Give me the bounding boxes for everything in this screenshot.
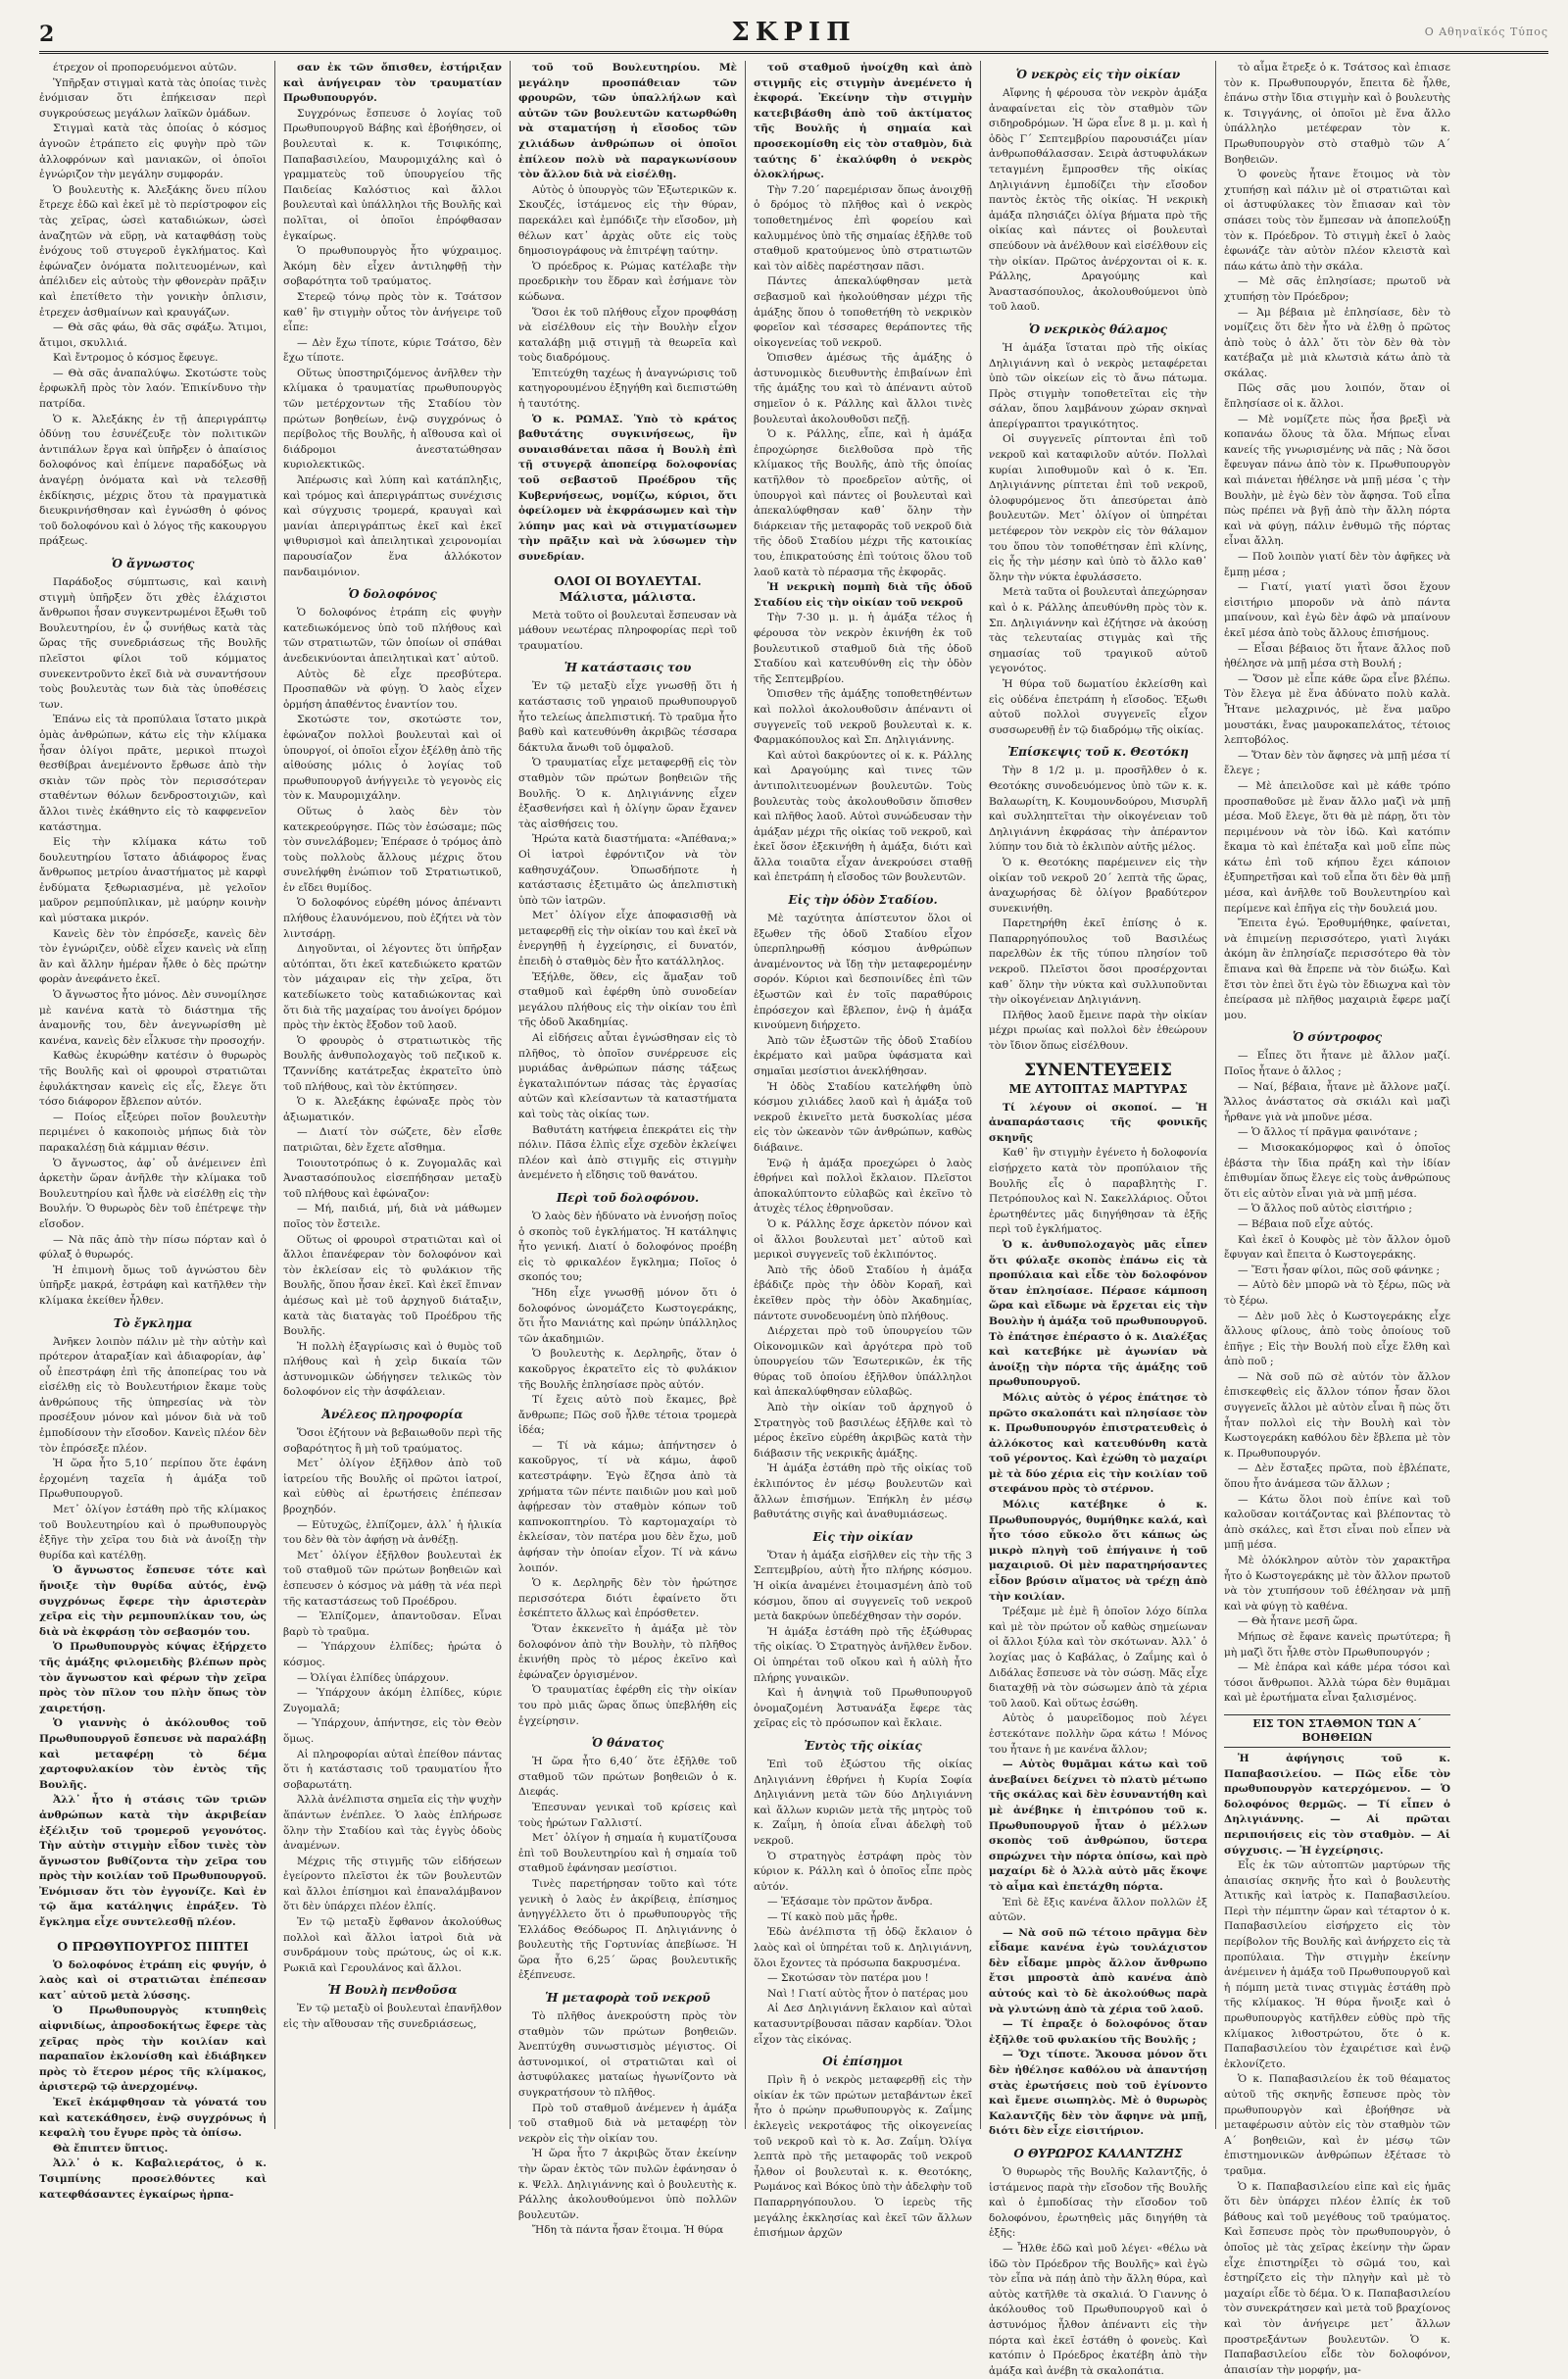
subheading: Ὁ νεκρὸς εἰς τὴν οἰκίαν [1015,68,1181,81]
column-4 [745,61,980,2240]
paragraph: Ἐπὶ δὲ ἔξις κανένα ἄλλον πολλῶν ἐξ αὐτῶν. [989,1896,1207,1924]
newspaper-page [39,18,1548,2377]
paragraph: Ἀπὸ τῆς ὁδοῦ Σταδίου ἡ ἁμάξα ἐβάδιζε πρὸς τὴν ὁδὸν Κοραῆ, καὶ ἐκεῖθεν πρὸς τὴν ὁδὸν Ἀκαδημίας, πάντοτε συνοδευομένη ὑπὸ πλήθους. [754,1264,972,1322]
boxed-heading: ΕΙΣ ΤΟΝ ΣΤΑΘΜΟΝ ΤΩΝ Α΄ ΒΟΗΘΕΙΩΝ [1224,1714,1450,1748]
paragraph: Ὁ κ. Δερληρῆς δὲν τὸν ἠρώτησε περισσότερα διότι ἐφαίνετο ὅτι ἐσκέπτετο ἄλλως καὶ ἐπρόσθετεν. [518,1577,737,1620]
paragraph: Αἴφνης ἡ φέρουσα τὸν νεκρὸν ἁμάξα ἀναφαίνεται εἰς τὸν σταθμὸν τῶν σιδηροδρόμων. Ἡ ὥρα εἶνε 8 μ. μ. καὶ ἡ ὁδὸς Γ΄ Σεπτεμβρίου παρουσιάζει μίαν ἀνθρωποθάλασσαν. Σειρὰ ἀστυφυλάκων τεταγμένη ἔμπροσθεν τῆς οἰκίας Δηλιγιάννη ἐμποδίζει τὴν εἴσοδον παντὸς ἐκτὸς τῆς οἰκίας. Ἡ νεκρικὴ ἁμάξα πλησιάζει ὀλίγα βήματα πρὸ τῆς οἰκίας καὶ πάντες οἱ βουλευταὶ σπεύδουν νὰ ἀνέλθουν καὶ εἰσέλθουν εἰς τὴν οἰκίαν. Πρῶτος ἀνέρχονται οἱ κ. κ. Ράλλης, Δραγούμης καὶ Ἀναστασόπουλος, ἀκολουθούμενοι ὑπὸ τοῦ λαοῦ. [989,87,1207,314]
section-heading: Ο ΠΡΩΘΥΠΟΥΡΓΟΣ ΠΙΠΤΕΙ [57,1938,249,1954]
column-6 [1215,61,1450,2376]
paragraph: Ὁ πρόεδρος κ. Ρώμας κατέλαβε τὴν προεδρικὴν του ἕδραν καὶ ἐσήμανε τὸν κώδωνα. [518,260,737,303]
paragraph: Τὴν 8 1/2 μ. μ. προσῆλθεν ὁ κ. Θεοτόκης συνοδευόμενος ὑπὸ τῶν κ. κ. Βαλαωρίτη, Κ. Κουμουνδούρου, Μισυρλῆ καὶ συλληπτεῖται τὴν οἰκογένειαν τοῦ Δηλιγιάννη ἐκφράσας τὴν ἀπέραντον λύπην του διὰ τὸ ἐκλιπὸν αὐτῆς μέλος. [989,765,1207,854]
paragraph: Τὸ πλῆθος ἀνεκρούστη πρὸς τὸν σταθμὸν τῶν πρώτων βοηθειῶν. Ἀνεπτύχθη συνωστισμὸς μέγιστος. Οἱ ἀστυνομικοί, οἱ στρατιῶται καὶ οἱ ἀστυφύλακες ματαίως ἠγωνίζοντο νὰ συγκρατήσουν τὸ πλῆθος. [518,2010,737,2100]
paragraph: Τινὲς παρετήρησαν τοῦτο καὶ τότε γενικὴ ὁ λαὸς ἐν ἀκρίβειᾳ, ἐπίσημος ἀνηγγέλλετο ὅτι ὁ πρωθυπουργὸς τῆς Ἑλλάδος Θεόδωρος Π. Δηλιγιάννης ὁ βουλευτὴς τῆς Γορτυνίας ἀπεβίωσε. Ἡ ὥρα ἦτο 6,25΄ ὥρας βουλευτικῆς ἐξέπνευσε. [518,1877,737,1982]
page-number: 2 [39,22,55,47]
newspaper-title: ΣΚΡΙΠ [731,18,857,47]
paragraph: Ὁ βουλευτὴς κ. Δερληρῆς, ὅταν ὁ κακοῦργος ἐκρατεῖτο εἰς τὸ φυλάκιον τῆς Βουλῆς ἐπλησίασε πρὸς αὐτόν. [518,1348,737,1391]
paragraph: Μήπως σὲ ἔφανε κανεὶς πρωτύτερα; ἢ μὴ μαζὶ ὅτι ἦλθε στὸν Πρωθυπουργόν ; [1224,1630,1450,1659]
paragraph: Καὶ αὐτοὶ δακρύοντες οἱ κ. κ. Ράλλης καὶ Δραγούμης καὶ τινες τῶν ἀντιπολιτευομένων βουλευτῶν. Τοὺς βουλευτὰς τοὺς ἀκολουθοῦσιν ὅπισθεν καὶ πλῆθος λαοῦ. Αὐτοὶ συνώδευσαν τὴν ἁμάξαν μέχρι τῆς οἰκίας τοῦ νεκροῦ, καὶ ἐκεῖ ὅσον ἐξεκινήθη ἡ ἁμάξα, διότι καὶ ἄλλα τοιαῦτα εἶχαν ἀνεκρούσει σταθῇ καὶ ἐπετράπη ἡ εἴσοδος τῶν βουλευτῶν. [754,749,972,884]
paragraph: Καὶ ἔντρομος ὁ κόσμος ἔφευγε. [53,352,219,365]
paragraph: Ἐξήλθε, ὅθεν, εἰς ἅμαξαν τοῦ σταθμοῦ καὶ ἐφέρθη ὑπὸ συνοδείαν μεγάλου πλήθους εἰς τὴν οἰκίαν του ἐπὶ τῆς ὁδοῦ Ἀκαδημίας. [518,970,737,1029]
paragraph: Ὅσοι ἐζήτουν νὰ βεβαιωθοῦν περὶ τῆς σοβαρότητος ἢ μὴ τοῦ τραύματος. [283,1427,502,1455]
section-headline: ΣΥΝΕΝΤΕΥΞΕΙΣ [1024,1060,1172,1080]
paragraph: Ἤδη εἶχε γνωσθῇ μόνον ὅτι ὁ δολοφόνος ὠνομάζετο Κωστογεράκης, ὅτι ἦτο Μανιάτης καὶ πρώην ὑπάλληλος τῶν ἀκαδημιῶν. [518,1286,737,1345]
paragraph: Ὁ τραυματίας ἐφέρθη εἰς τὴν οἰκίαν του πρὸ μιᾶς ὥρας ὅπως ὑπεβλήθη εἰς ἐγχείρησιν. [518,1684,737,1727]
paragraph: έτρεχον οἱ προπορευόμενοι αὐτῶν. [53,62,237,74]
paragraph: Βαθυτάτη κατήφεια ἐπεκράτει εἰς τὴν πόλιν. Πᾶσα ἐλπὶς εἶχε σχεδὸν ἐκλείψει πλέον καὶ ἀπὸ στιγμῆς εἰς στιγμὴν ἀνεμένετο ἡ εἴδησις τοῦ θανάτου. [518,1123,737,1182]
paragraph: — Κάτω ὅλοι ποὺ ἐπίνε καὶ τοῦ καλοῦσαν κοιτάζοντας καὶ βλέποντας τὸ ἀπὸ σκάλες, καὶ ἔτσι εἶναι ποὺ εἶπεν νὰ μπῇ μέσα. [1224,1493,1450,1552]
paragraph: Μετ᾿ ὀλίγον εἶχε ἀποφασισθῇ νὰ μεταφερθῇ εἰς τὴν οἰκίαν του καὶ ἐκεῖ νὰ ἐνεργηθῇ ἡ ἐγχείρησις, εἰ δυνατόν, ἐπειδὴ ὁ σταθμὸς δὲν ἦτο κατάλληλος. [518,910,737,968]
masthead-date-line: Ο Αθηναϊκός Τύπος [1424,25,1548,38]
paragraph: Ἐπιτεύχθη ταχέως ἡ ἀναγνώρισις τοῦ κατηγορουμένου ἐξηγήθη καὶ διεπιστώθη ἡ ταυτότης. [518,367,737,411]
paragraph: Ὁ δολοφόνος ἐτράπη εἰς φυγήν, ὁ λαὸς καὶ οἱ στρατιῶται ἐπέπεσαν κατ᾿ αὐτοῦ μετὰ λύσσης. [39,1958,267,2002]
paragraph: Αἱ Δεσ Δηλιγιάννη ἔκλαιον καὶ αὐταὶ κατασυντρίβουσαι πᾶσαν καρδίαν. Ὅλοι εἶχον τὰς εἰκόνας. [754,2003,972,2046]
paragraph: — Θὰ σᾶς φάω, θὰ σᾶς σφάξω. Ἄτιμοι, ἄτιμοι, σκυλλιά. [39,322,267,349]
paragraph: Μόλις αὐτὸς ὁ γέρος ἐπάτησε τὸ πρῶτο σκαλοπάτι καὶ πλησίασε τὸν κ. Πρωθυπουργόν ἐπιστρατευθεὶς ὁ ἀλλόκοτος καὶ κατευθύνθη κατὰ τοῦ γέροντος. Καὶ ἐχώθη τὸ μαχαίρι μὲ τὰ δύο χέρια εἰς τὴν κοιλίαν τοῦ στεφάνου πρὸς τὸ στέρνον. [989,1391,1207,1496]
subheading: Ὁ δολοφόνος [348,587,437,602]
subheading: Εἰς τὴν ὁδὸν Σταδίου. [788,893,938,908]
paragraph: Θὰ ἔπιπτεν ὕπτιος. [53,2142,169,2155]
paragraph: Ὁ δολοφόνος εὑρέθη μόνος ἀπέναντι πλήθους ἐλαυνόμενου, ποὺ ἐζήτει νὰ τὸν λιντσάρῃ. [283,897,502,940]
paragraph: — Μὲ ἐπάρα καὶ κάθε μέρα τόσοι καὶ τόσοι ἄνθρωποι. Ἀλλὰ τώρα δὲν θυμᾶμαι καὶ μὲ ἐρωτήματα εἶναι ξαλισμένος. [1224,1661,1450,1705]
paragraph: — Ὑπάρχουν ἀκόμη ἐλπίδες, κύριε Ζυγομαλᾶ; [283,1687,502,1714]
paragraph: — Ὑπάρχουν, ἀπήντησε, εἰς τὸν Θεὸν ὅμως. [283,1717,502,1745]
paragraph: — Γιατί, γιατί γιατὶ ὅσοι ἔχουν εἰσιτήριο μποροῦν νὰ ἀπὸ πάντα μπαίνουν, καὶ ἐγὼ δὲν ἀφῶ νὰ μπαίνουν ἐκεῖ μέσα ἀπὸ τοὺς ἄλλους ἐπισήμους. [1224,581,1450,639]
paragraph: — Ἐλπίζομεν, ἀπαντοῦσαν. Εἶναι βαρὺ τὸ τραῦμα. [283,1611,502,1638]
paragraph: Πάντες ἀπεκαλύφθησαν μετὰ σεβασμοῦ καὶ ἠκολούθησαν μέχρι τῆς ἁμάξης ὅπου ὁ τοποθετήθη τὸ νεκρικὸν φορεῖον καὶ τέσσαρες θεράποντες τῆς οἰκογενείας τοῦ νεκροῦ. [754,275,972,349]
paragraph: — Ἀμ βέβαια μὲ ἐπλησίασε, δὲν τὸ νομίζεις ὅτι δὲν ἦτο νὰ ἐλθῃ ὁ πρῶτος ἀπὸ τοὺς ὁ ἀλλ᾿ ὅτι τὸν δὲν θὰ τὸν κατέβαζα μὲ μιὰ κλωτσιὰ κάτω ἀπὸ τὰ σκάλας. [1224,306,1450,379]
paragraph: Διηγοῦνται, οἱ λέγοντες ὅτι ὑπῆρξαν αὐτόπται, ὅτι ἐκεῖ κατεδιώκετο κρατῶν τὸν μάχαιραν εἰς τὴν χεῖρα, ὅτι κατεδίωκετο τοὺς καταδιώκοντας καὶ ὅτι διὰ τῆς μαχαίρας του ἀνοίγει δρόμον πρὸς τὴν ἐκτὸς ἔξοδον τοῦ λαοῦ. [283,943,502,1032]
paragraph: — Μὲ σᾶς ἐπλησίασε; πρωτοῦ νὰ χτυπήσῃ τὸν Πρόεδρον; [1224,275,1450,303]
paragraph: Ἐκεῖ ἐκάμφθησαν τὰ γόνατά του καὶ κατεκάθησεν, ἐνῷ συγχρόνως ἡ κεφαλὴ του ἔγυρε πρὸς τὰ ὀπίσω. [39,2097,267,2140]
paragraph: Ὁ κ. ΡΩΜΑΣ. Ὑπὸ τὸ κράτος βαθυτάτης συγκινήσεως, ἣν συναισθάνεται πᾶσα ἡ Βουλὴ ἐπὶ τῇ στυγερᾷ ἀποπείρᾳ δολοφονίας τοῦ σεβαστοῦ Προέδρου τῆς Κυβερνήσεως, νομίζω, κύριοι, ὅτι ὀφείλομεν νὰ ἐκφράσωμεν καὶ τὴν λύπην μας καὶ νὰ στιγματίσωμεν τὴν πρᾶξιν καὶ νὰ λύσωμεν τὴν συνεδρίαν. [518,413,737,563]
paragraph: Ἐν τῷ μεταξὺ οἱ βουλευταὶ ἐπανῆλθον εἰς τὴν αἴθουσαν τῆς συνεδριάσεως, [283,2003,502,2031]
subheading: Ὁ θάνατος [591,1736,664,1751]
paragraph: — Εἶπες ὅτι ἦτανε μὲ ἄλλον μαζί. Ποῖος ἦτανε ὁ ἄλλος ; [1224,1050,1450,1077]
paragraph: Ἐπάνω εἰς τὰ προπύλαια ἵστατο μικρὰ ὁμὰς ἀνθρώπων, κάτω εἰς τὴν κλίμακα ἦσαν ὀλίγοι πρᾶτε, μερικοὶ πτωχοὶ θεσθίβραι ἀνεμένοντο ἔρθωσε ἀπὸ τὴν σκιὰν τῶν πρὸς τὸν περισσότεραν σταθέντων θόλων δενδροστοιχιῶν, καὶ ἄλλοι τινὲς ἐκάθηντο εἰς τὸ καφφενεῖον κατάστημα. [39,714,267,833]
paragraph: Ὁ φρουρὸς ὁ στρατιωτικὸς τῆς Βουλῆς ἀνθυπολοχαγὸς τοῦ πεζικοῦ κ. Τζαννίδης κατάτρεξας ἐκρατεῖτο ὑπὸ τοῦ πλήθους, καὶ τὸν ἐκτύπησεν. [283,1034,502,1093]
paragraph: Ὁ Πρωθυπουργὸς κτυπηθεὶς αἰφνιδίως, ἀπροσδοκήτως ἔφερε τὰς χεῖρας πρὸς τὴν κοιλίαν καὶ παραπαῖον ἐκλονίσθη καὶ ἐδιάβηκεν πρὸς τὸ ἕτερον μέρος τῆς κλίμακος, ἀριστερῷ τῷ ἀνερχομένῳ. [39,2005,267,2094]
paragraph: Διέρχεται πρὸ τοῦ ὑπουργείου τῶν Οἰκονομικῶν καὶ ἀργότερα πρὸ τοῦ ὑπουργείου τῶν Ἐσωτερικῶν, ἐκ τῆς θύρας τοῦ ὁποίου ἐξῆλθον ὑπάλληλοι καὶ ἀπεκαλύφθησαν εὐλαβῶς. [754,1325,972,1399]
section-subtitle: ΜΕ ΑΥΤΟΠΤΑΣ ΜΑΡΤΥΡΑΣ [1008,1081,1188,1096]
subheading: Περὶ τοῦ δολοφόνου. [556,1190,700,1205]
paragraph: Τὴν 7·30 μ. μ. ἡ ἁμάξα τέλος ἡ φέρουσα τὸν νεκρὸν ἐκινήθη ἐκ τοῦ βουλευτικοῦ σταθμοῦ διὰ τῆς ὁδοῦ Σταδίου καὶ κατευθύνθη εἰς τὴν ὁδὸν τῆς Σεπτεμβρίου. [754,612,972,685]
paragraph: — Ὅσον μὲ εἶπε κάθε ὥρα εἶνε βλέπω. Τὸν ἔλεγα μὲ ἕνα ἀδύνατο πολὺ καλὰ. Ἦτανε μελαχρινός, μὲ ἕνα μαῦρο μουστάκι, ἔνας μαυροκαπελάτος, τέτοιος λεπτοβόλος. [1224,672,1450,747]
paragraph: — Νὰ πᾶς ἀπὸ τὴν πίσω πόρταν καὶ ὁ φύλαξ ὁ θυρωρός. [39,1233,267,1262]
paragraph: Πρὸ τοῦ σταθμοῦ ἀνέμενεν ἡ ἁμάξα τοῦ σταθμοῦ διὰ νὰ μεταφέρῃ τὸν νεκρὸν εἰς τὴν οἰκίαν του. [518,2102,737,2145]
paragraph: Παρετηρήθη ἐκεῖ ἐπίσης ὁ κ. Παπαρρηγόπουλος τοῦ Βασιλέως παρελθὼν ἐκ τῆς τύπου πλησίον τοῦ νεκροῦ. Πλεῖστοι ὅσοι προσέρχονται καθ᾿ ὅλην τὴν νύκτα καὶ συλλυποῦνται τὴν οἰκογένειαν Δηλιγιάννη. [989,917,1207,1007]
paragraph: Πῶς σᾶς μου λοιπόν, ὅταν οἱ ἔπλησίασε οἱ κ. ἄλλοι. [1224,382,1450,411]
paragraph: Ἡ ὥρα ἦτο 5,10΄ περίπου ὅτε ἐφάνη ἐρχομένη ταχεῖα ἡ ἁμάξα τοῦ Πρωθυπουργοῦ. [39,1458,267,1501]
paragraph: — Σκοτώσαν τὸν πατέρα μου ! [767,1972,929,1985]
paragraph: — Μισοκακόμορφος καὶ ὁ ὁποῖος ἐβάστα τὴν ἴδια πράξη καὶ τὴν ἰδίαν ἐπιθυμίαν ὅπως ἔλεγε εἰς τοὺς ἀνθρώπους ὅτι εἰς αὐτὸν εἶναι γιὰ νὰ μπῇ μέσα. [1224,1141,1450,1200]
paragraph: — Ὑπάρχουν ἐλπίδες; ἠρώτα ὁ κόσμος. [283,1641,502,1668]
paragraph: Ὅταν ἡ ἁμάξα εἰσῆλθεν εἰς τὴν τῆς 3 Σεπτεμβρίου, αὐτὴ ἦτο πλήρης κόσμου. Ἡ οἰκία ἀναμένει ἑτοιμασμένη ἀπὸ τοῦ κόσμου, ὅπου αἱ συγγενεῖς τοῦ νεκροῦ μετὰ δακρύων ὑπεδέχθησαν τὴν σορόν. [754,1549,972,1623]
paragraph: Ἀλλ᾿ ὁ κ. Καβαλιεράτος, ὁ κ. Τσιμπίνης προσελθόντες καὶ κατεφθάσαντες ἐγκαίρως ἠρπα- [39,2157,267,2201]
paragraph: — Ποῦ λοιπὸν γιατί δὲν τὸν ἀφῆκες νὰ ἔμπῃ μέσα ; [1224,551,1450,578]
paragraph: — Τί ἐπραξε ὁ δολοφόνος ὅταν ἐξῆλθε τοῦ φυλακίου τῆς Βουλῆς ; [989,2018,1207,2046]
paragraph: Αὐτὸς δὲ εἶχε πρεσβύτερα. Προσπαθῶν νὰ φύγῃ. Ὁ λαὸς εἶχεν ὁρμήση ἀπαθέντος ἐναντίον του. [283,668,502,711]
paragraph: Ὁ βουλευτὴς κ. Ἀλεξάκης ὅνευ πίλου ἔτρεχε ἐδῶ καὶ ἐκεῖ μὲ τὸ περίστροφον εἰς τὰς χεῖρας, ὡσεὶ καταδιώκων, ὡσεὶ ἀναζητῶν νὰ εὕρῃ, νὰ καταφθάσῃ τοὺς ἐνόχους τοῦ στυγεροῦ ἐγκλήματος. Καὶ ἐφώναζεν ὀνόματα πολιτευομένων, καὶ ἀπέλιδεν εἰς αὐτοὺς τὴν φθονερὰν πρᾶξιν καὶ ἐπετίθετο τὴν γονικὴν ὁπλισιν, ἐτρεχεν ἀσθμαίνων καὶ κραυγάζων. [39,183,267,319]
paragraph: Αἱ εἰδήσεις αὗται ἐγνώσθησαν εἰς τὸ πλῆθος, τὸ ὁποῖον συνέρρευσε εἰς μυριάδας ἀνθρώπων πάσης τάξεως ἐγκαταλιπόντων πάσας τὰς ἐργασίας αὐτῶν καὶ κλείσαντων τὰ καταστήματα καὶ τοὺς τὰς οἰκίας των. [518,1032,737,1120]
paragraph: — Ποίος εἶξεύρει ποῖον βουλευτὴν περιμένει ὁ κακοποιὸς μήπως διὰ τὸν παρακαλέσῃ διὰ κάμμιαν θέσιν. [39,1111,267,1154]
paragraph: Τρέξαμε μὲ ἐμὲ ἢ ὁποῖον λόχο δίπλα καὶ μὲ τὸν πρώτον οὗ καθὼς σημείωναν οἱ ἄλλοι ξύλα καὶ τὸν σκότωναν. Ἀλλ᾿ ὁ λοχίας μας ὁ Καβάλας, ὁ Ζαΐμης καὶ ὁ Διδάλας ἔσπευσε νὰ τὸν σώσῃ. Μᾶς εἶχε διαταχθῇ νὰ τὸν σώσωμεν ἀπὸ τὰ χέρια τοῦ λαοῦ. Καὶ οὕτως ἐσώθη. [989,1606,1207,1710]
paragraph: Ὑπῆρξαν στιγμαὶ κατὰ τὰς ὁποίας τινὲς ἐνόμισαν ὅτι ἐπήκεισαν περὶ συγκρούσεως μεγάλων λαϊκῶν ὁμάδων. [39,76,267,120]
paragraph: Ναὶ ! Γιατί αὐτὸς ἦτον ὁ πατέρας μου [767,1987,968,2000]
paragraph: Πρὶν ἢ ὁ νεκρὸς μεταφερθῇ εἰς τὴν οἰκίαν ἐκ τῶν πρώτων μεταβάντων ἐκεῖ ἦτο ὁ πρώην πρωθυπουργὸς κ. Ζαΐμης ἐκλεγεὶς νεκροτάφος τῆς οἰκογενείας τοῦ νεκροῦ καὶ τὸ κ. Ἀσ. Ζαΐμη. Ὀλίγα λεπτὰ πρὸ τῆς μεταφορᾶς τοῦ νεκροῦ ἦλθον οἱ βουλευταὶ κ. κ. Θεοτόκης, Ρωμάνος καὶ Βόκος ὑπὸ τὴν ἀδελφὴν τοῦ Παπαρρηγόπουλου. Ὁ ἱερεὺς τῆς μεγάλης ἐκκλησίας καὶ ἐκεῖ τῶν ἄλλων ἐπισήμων ἀρχῶν [754,2074,972,2240]
paragraph: Καθὼς ἐκυρώθην κατέσιν ὁ θυρωρὸς τῆς Βουλῆς καὶ οἱ φρουροὶ στρατιῶται ἐφυλάκτησαν κανεὶς εἰς εἷς, ἔλεγε ὅτι τόσο διάφορον ἔβλεπον αὐτόν. [39,1050,267,1109]
paragraph: Οὕτως ὁ λαὸς δὲν τὸν κατεκρεούργησε. Πῶς τὸν ἐσώσαμε; πῶς τὸν συνελάβομεν; Ἐπέρασε ὁ τρόμος ἀπὸ τοὺς πολλοὺς ἄλλους μέχρις ὅτου συνελήφθη ἐνώπιον τοῦ Στρατιωτικοῦ, ἐν εἴδει θυμίδος. [283,805,502,894]
paragraph: Ἀλλὰ ἀνέλπιστα σημεῖα εἰς τὴν ψυχὴν ἅπάντων ἐνέπλεε. Ὁ λαὸς ἐπλήρωσε ὅλην τὴν Σταδίου καὶ τὰς ἐγγὺς ὁδοὺς ἀναμένων. [283,1794,502,1853]
paragraph: — Νὰ σοῦ πῶ τέτοιο πρᾶγμα δὲν εἶδαμε κανένα ἐγὼ τουλάχιστον δὲν εἶδαμε μπρὸς ἄλλον ἄνθρωπο ἔτσι μπροστὰ ἀπὸ κανένα ἀπὸ αὐτούς καὶ τὸ δὲ ἀκολούθως παρὰ νὰ γλυτώνῃ ἀπὸ τὰ χέρια τοῦ λαοῦ. [989,1926,1207,2015]
paragraph: Ἀνῆκεν λοιπὸν πάλιν μὲ τὴν αὐτὴν καὶ πρότερον ἀταραξίαν καὶ ἀδιαφορίαν, ἀφ᾿ οὗ ἐπεστράφη ἐπὶ τῆς ἀποπείρας του νὰ εἰσέλθῃ εἰς τὸ Βουλευτήριον ἔκαμε τοὺς ἀνθρώπους τῆς ὑπηρεσίας νὰ τὸν προσέξουν μόνον καὶ μόνον διὰ νὰ τοῦ ἐμποδίσουν τὴν εἴσοδον. Κανεὶς πλέον δὲν τὸν ἐπρόσεξε πλέον. [39,1335,267,1455]
subheading: Ἡ Βουλὴ πενθοῦσα [327,1983,458,1998]
paragraph: Μετ᾿ ὀλίγον ἐξῆλθον βουλευταὶ ἐκ τοῦ σταθμοῦ τῶν πρώτων βοηθειῶν καὶ ἐσπευσεν ὁ κόσμος νὰ μάθῃ τὰ νέα περὶ τῆς καταστάσεως τοῦ Προέδρου. [283,1549,502,1608]
subheading: Οἱ ἐπίσημοι [822,2055,904,2069]
paragraph: Ἡ ἁμάξα ἐστάθη πρὸ τῆς ἐξώθυρας τῆς οἰκίας. Ὁ Στρατηγὸς ἀνῆλθεν ἔνδον. Οἱ ὑπηρέται τοῦ οἴκου καὶ ἡ αὐλὴ ἦτο πλήρης γυναικῶν. [754,1625,972,1684]
paragraph: — Δὲν ἔχω τίποτε, κύριε Τσάτσο, δὲν ἔχω τίποτε. [283,336,502,365]
paragraph: Εἷς ἐκ τῶν αὐτοπτῶν μαρτύρων τῆς ἀπαισίας σκηνῆς ἦτο καὶ ὁ βουλευτὴς Ἀττικῆς καὶ ἰατρὸς κ. Παπαβασιλείου. Περὶ τὴν πέμπτην ὥραν καὶ τέταρτον ὁ κ. Παπαβασιλείου εἰσήρχετο εἰς τὸν περίβολον τῆς Βουλῆς καὶ ἀνήρχετο εἰς τὰ προπύλαια. Τὴν στιγμὴν ἐκείνην ἀνέμεινεν ἡ ἁμάξα τοῦ Πρωθυπουργοῦ καὶ ἡ πόμπη μετὰ τινας στιγμὰς ἐστάθη πρὸ τῆς κλίμακος. Ἡ θύρα ἤνοιξε καὶ ὁ πρωθυπουργὸς κατῆλθεν εὐθὺς πρὸ τῆς κλίμακος λιθοστρώτου, ὅτε ὁ κ. Παπαβασιλείου τὸν ἐχαιρέτισε καὶ ἐνῷ ἐκλονίζετο. [1224,1859,1450,2070]
subheading: Τὸ ἔγκλημα [113,1315,193,1330]
paragraph: Ὁ κ. Παπαβασιλείου ἐκ τοῦ θέαματος αὐτοῦ τῆς σκηνῆς ἔσπευσε πρὸς τὸν πρωθυπουργὸν καὶ ἐβοήθησε νὰ μεταφέρωσιν αὐτὸν εἰς τὸν σταθμὸν τῶν Α΄ βοηθειῶν, καὶ ἐν μέσῳ τῶν ἐπιστημονικῶν ἀνθρώπων ἐξέτασε τὸ τραῦμα. [1224,2073,1450,2177]
paragraph: Ἐδὼ ἀνέλπιστα τῇ ὁδῷ ἔκλαιον ὁ λαὸς καὶ οἱ ὑπηρέται τοῦ κ. Δηλιγιάννη, ὅλοι ἔχοντες τὰ πρόσωπα δακρυσμένα. [754,1926,972,1969]
paragraph: Ἡ ἀφήγησις τοῦ κ. Παπαβασιλείου. — Πῶς εἶδε τὸν πρωθυπουργὸν κατερχόμενον. — Ὁ δολοφόνος θερμῶς. — Τί εἶπεν ὁ Δηλιγιάννης. — Αἱ πρῶται περιποιήσεις εἰς τὸν σταθμὸν. — Αἱ σύγχυσις. — Ἡ ἐγχείρησις. [1224,1752,1450,1857]
paragraph: Ἐπὶ τοῦ ἐξώστου τῆς οἰκίας Δηλιγιάννη ἐθρήνει ἡ Κυρία Σοφία Δηλιγιάννη μετὰ τῶν δύο Δηλιγιάννη καὶ ἄλλων κυριῶν μετὰ τῆς μητρὸς τοῦ κ. Ζαΐμη, ἡ ὁποία εἶναι ἀδελφὴ τοῦ νεκροῦ. [754,1758,972,1847]
paragraph: Ὁ φονεὺς ἦτανε ἕτοιμος νὰ τὸν χτυπήσῃ καὶ πάλιν μὲ οἱ στρατιῶται καὶ οἱ ἀστυφύλακες τὸν ἔπιασαν καὶ τὸν σπάσει τοὺς τὸν ἔμπεσαν νὰ ἀποπελούξῃ τὸν κ. Πρόεδρον. Τὸ στιγμὴ ἐκεῖ ὁ λαὸς ἐφωνάζε τὰν αὐτὸν πλέον κλειστὰ καὶ πάω κάτω ἀπὸ τὴν σκάλα. [1224,169,1450,273]
paragraph: Οἱ συγγενεῖς ρίπτονται ἐπὶ τοῦ νεκροῦ καὶ καταφιλοῦν αὐτόν. Πολλαὶ κυρίαι λιποθυμοῦν καὶ ὁ κ. Ἐπ. Δηλιγιάννης ρίπτεται ἐπὶ τοῦ νεκροῦ, ὀλοφυρόμενος ὅτι ἀπεσύρεται ἀπὸ βουλευτῶν. Μετ᾿ ὀλίγον οἱ ὑπηρέται μετέφερον τὸν νεκρὸν εἰς τὸν θάλαμον του ὅπου τὸν τοποθέτησαν ἐπὶ κλίνης, εἰς ἧς τὴν μέσην καὶ ὑπὸ τὸ ἄλλο καθ᾿ ὅλην τὴν νύκτα ἐφυλάσσετο. [989,433,1207,583]
paragraph: Πλῆθος λαοῦ ἔμεινε παρὰ τὴν οἰκίαν μέχρι πρωίας καὶ πολλοὶ δὲν ἐθεώρουν τὸν ἴδιον ὅπως εἰσέλθουν. [989,1009,1207,1053]
paragraph: Καὶ ἐκεῖ ὁ Κουφὸς μὲ τὸν ἄλλον ὁμοῦ ἔφυγαν καὶ ἔπειτα ὁ Κωστογεράκης. [1224,1233,1450,1262]
paragraph: Τοιουτοτρόπως ὁ κ. Ζυγομαλᾶς καὶ Ἀναστασόπουλος εἰσεπήδησαν μεταξὺ τοῦ πλήθους καὶ ἐφώναζον: [283,1157,502,1200]
paragraph: — Ἔστι ἦσαν φίλοι, πῶς σοῦ φάνηκε ; [1238,1264,1441,1276]
subheading: Ἐπίσκεψις τοῦ κ. Θεοτόκη [1007,745,1189,760]
paragraph: Μὲ ὁλόκληρον αὐτὸν τὸν χαρακτῆρα ἦτο ὁ Κωστογεράκης μὲ τὸν ἄλλον πρωτοῦ νὰ τὸν χτυπήσουν τοῦ ἐθέλησαν νὰ μπῇ καὶ νὰ φύγῃ τὸ καθένα. [1224,1555,1450,1612]
paragraph: Ὁ ἄγνωστος ἦτο μόνος. Δὲν συνομίλησε μὲ κανένα κατὰ τὸ διάστημα τῆς ἀναμονῆς του, δὲν ἀνεγνωρίσθη μὲ κανένα, κανεὶς δὲν εἶλκυσε τὴν προσοχήν. [39,989,267,1047]
paragraph: — Διατί τὸν σώζετε, δὲν εἶσθε πατριῶται, δὲν ἔχετε αἴσθημα. [283,1126,502,1154]
paragraph: Ἡ ὁδὸς Σταδίου κατελήφθη ὑπὸ κόσμου χιλιάδες λαοῦ καὶ ἡ ἁμάξα τοῦ νεκροῦ ἐκινεῖτο μετὰ δυσκολίας μέσα εἰς τὸν ὠκεανὸν τῶν ἀνθρώπων, καθὼς διάβαινε. [754,1080,972,1154]
paragraph: Ὁ κ. Ράλλης, εἶπε, καὶ ἡ ἁμάξα ἐπροχώρησε διελθοῦσα πρὸ τῆς κλίμακος τῆς Βουλῆς, ἀπὸ τῆς ὁποίας κατῆλθον τὸ προεδρεῖον αὐτῆς, οἱ ὑπουργοὶ καὶ πάντες οἱ βουλευταὶ καὶ ἀπεκαλύφθησαν καθ᾿ ὅλην τὴν διάρκειαν τῆς μεταφορᾶς τοῦ νεκροῦ διὰ τῆς ὁδοῦ Σταδίου μέχρι τῆς κατοικίας του, ἐπικρατούσης ἐπὶ τούτοις ὅλου τοῦ λαοῦ κατὰ τὸ πέρασμα τῆς ἐκφορᾶς. [754,428,972,578]
paragraph: Καὶ ἡ ἀνηψιὰ τοῦ Πρωθυπουργοῦ ὀνομαζομένη Ἀστυανάξα ἔφερε τὰς χεῖρας εἰς τὸ πρόσωπον καὶ ἔκλαιε. [754,1687,972,1730]
paragraph: Ἀπὸ τῶν ἐξωστῶν τῆς ὁδοῦ Σταδίου ἐκρέματο καὶ μαῦρα ὑφάσματα καὶ σημαῖαι μεσίστιοι ἀνεκλήθησαν. [754,1034,972,1077]
paragraph: Ὁ κ. Ἀλεξάκης ἐφώναξε πρὸς τὸν ἀξιωματικόν. [283,1096,502,1123]
paragraph: Ὁ γιαννὴς ὁ ἀκόλουθος τοῦ Πρωθυπουργοῦ ἔσπευσε νὰ παραλάβῃ καὶ μεταφέρῃ τὸ δέμα χαρτοφυλακίον τὸν ἐντὸς τῆς Βουλῆς. [39,1717,267,1791]
paragraph: Ἡ ἁμάξα ἵσταται πρὸ τῆς οἰκίας Δηλιγιάννη καὶ ὁ νεκρὸς μεταφέρεται ὑπὸ τῶν οἰκείων εἰς τὸ ἄνω πάτωμα. Πρὸς στιγμὴν τοποθετεῖται εἰς τὴν σάλαν, ὅπου λαμβάνουν χώραν σκηναὶ ἀπερίγραπτοι τραγικότητος. [989,341,1207,430]
paragraph: Ἐπεσυναν γενικαὶ τοῦ κρίσεις καὶ τοὺς ἠρώτων Γαλλιστί. [518,1801,737,1829]
subheading: Ὁ ἄγνωστος [111,557,195,570]
subheading: Ὁ νεκρικὸς θάλαμος [1028,322,1168,336]
paragraph: — Εἶσαι βέβαιος ὅτι ἦτανε ἄλλος ποῦ ἠθέλησε νὰ μπῇ μέσα στὴ Βουλή ; [1224,642,1450,670]
paragraph: Κανεὶς δὲν τὸν ἐπρόσεξε, κανεὶς δὲν τὸν ἐγνώριζεν, οὐδὲ εἶχεν κανεὶς νὰ εἴπῃ ἂν καὶ ἄλλην ἡμέραν ἦλθε ὁ δὲς πρώτην φορὰν ἀνεφάνετο ἐκεῖ. [39,927,267,986]
paragraph: Ὁπισθεν τῆς ἁμάξης τοποθετηθέντων καὶ πολλοὶ ἀκολουθοῦσιν ἀπέναντι οἱ συγγενεῖς τοῦ νεκροῦ βουλευταὶ κ. κ. Φαρμακόπουλος καὶ Σπ. Δηλιγιάννης. [754,688,972,747]
subheading: Ὁ σύντροφος [1292,1030,1383,1045]
paragraph: Μετ᾿ ὀλίγον ἐστάθη πρὸ τῆς κλίμακος τοῦ Βουλευτηρίου καὶ ὁ πρωθυπουργὸς ἐξῆγε τὴν χεῖρα του διὰ νὰ ἀνοίξῃ τὴν θυρίδα καὶ κατέλθῃ. [39,1504,267,1561]
paragraph: — Αὐτὸ δὲν μπορῶ νὰ τὸ ξέρω, πῶς νὰ τὸ ξέρω. [1224,1279,1450,1307]
paragraph: — Αὐτὸς θυμᾶμαι κάτω καὶ τοῦ ἀνεβαίνει δείχνει τὸ πλατὺ μέτωπο τῆς σκάλας καὶ δὲν ἐσυναντήθη καὶ μὲ ἀνέβηκε ἡ ἐπιτρόπου τοῦ κ. Πρωθυπουργοῦ ἦταν ὁ μέλλων σκοπὸς τοῦ ἀνθρώπου, ὕστερα σπρώχνει τὴν πόρτα ὀπίσω, καὶ πρὸ μαχαίρι δὲ ὁ Ἀλλὰ αὐτὸ μᾶς ἔκοψε τὸ αἷμα καὶ ἐπετάχθη πόρτα. [989,1759,1208,1893]
paragraph: Ἡ πολλὴ ἐξαγρίωσις καὶ ὁ θυμὸς τοῦ πλήθους καὶ ἡ χεὶρ δικαία τῶν ἀστυνομικῶν ὡδήγησεν τελικῶς τὸν δολοφόνον εἰς τὴν ἀσφάλειαν. [283,1340,502,1399]
paragraph: — Θὰ ἦτανε μεσῆ ὥρα. [1238,1615,1358,1628]
paragraph: Ἡ ἐπιμονὴ ὅμως τοῦ ἀγνώστου δὲν ὑπῆρξε μακρά, ἐστράφη καὶ κατῆλθεν τὴν κλίμακα ἐκείθεν ἦλθεν. [39,1264,267,1307]
paragraph: Ἡ νεκρικὴ πομπὴ διὰ τῆς ὁδοῦ Σταδίου εἰς τὴν οἰκίαν τοῦ νεκροῦ [754,581,972,609]
paragraph: — Ὁ ἄλλος τί πρᾶγμα φαινότανε ; [1238,1126,1418,1139]
paragraph: Ὁ στρατηγὸς ἐστράφη πρὸς τὸν κύριον κ. Ράλλη καὶ ὁ ὁποῖος εἶπε πρὸς αὐτόν. [754,1850,972,1893]
paragraph: — Ὄχι τίποτε. Ἄκουσα μόνον ὅτι δὲν ἠθέλησε καθόλου νὰ ἀπαντήσῃ στὰς ἐρωτήσεις ποὺ τοῦ ἐγίνοντο καὶ ἔμενε σιωπηλὸς. Μὲ ὁ θυρωρὸς Καλαντζῆς δὲν τὸν ἄφηνε νὰ μπῇ, διότι δὲν εἶχε εἰσιτήριον. [989,2049,1207,2138]
paragraph: Ἡ ὥρα ἦτο 7 ἀκριβῶς ὅταν ἐκείνην τὴν ὥραν ἐκτὸς τῶν πυλῶν ἐφάνησαν ὁ κ. Ψελλ. Δηλιγιάννης καὶ ὁ βουλευτὴς κ. Ράλλης ἀκολουθούμενοι ὑπὸ πολλῶν βουλευτῶν. [518,2148,737,2221]
paragraph: Στιγμαὶ κατὰ τὰς ὁποίας ὁ κόσμος ἀγνοῶν ἐτράπετο εἰς φυγὴν πρὸ τῶν ἀλλοφρόνων καὶ μανιακῶν, οἱ ὁποῖοι ἐγνώριζον τὴν μεγάλην συμφοράν. [39,123,267,181]
paragraph: — Ναί, βέβαια, ἦτανε μὲ ἄλλονε μαζί. Ἄλλος ἀνάστατος σὰ σκιάλι καὶ μαζὶ ἦρθανε γιὰ νὰ μποῦνε μέσα. [1224,1080,1450,1123]
paragraph: — Δὲν μοῦ λὲς ὁ Κωστογεράκης εἶχε ἄλλους φίλους, ἀπὸ τοὺς ὁποίους τοῦ ἐπῆγε ; Εἰς τὴν Βουλή ποὺ εἶχε ἔλθη καὶ ἀπὸ ποῦ ; [1224,1310,1450,1368]
paragraph: — Μὲ νομίζετε πὼς ἦσα βρεξὶ νὰ κοπανάω ὅλους τὰ ὅλα. Μήπως εἶναι κανείς τῆς γνωρισμένης νὰ πᾶς ; Νὰ ὅσοι ἔφευγαν πάνω ἀπὸ τὸν κ. Πρωθυπουργὸν καὶ πιάνεται ἠθέλησε νὰ μπῇ μέσα ᾿ς τὴν Βουλὴν, μὲ ἐγὼ δὲν τὸν ἄφησα. Τοῦ εἶπα πὼς πρέπει νὰ βγῇ ἀπὸ τὴν ἄλλη πόρτα καὶ νὰ φύγῃ, πάλιν ἐνθυμῶ τῆς πόρτας εἶναι ἄλλη. [1224,413,1450,548]
paragraph: Οὕτως ὑποστηριζόμενος ἀνῆλθεν τὴν κλίμακα ὁ τραυματίας πρωθυπουργὸς τῶν μετέρχοντων τῆς Σταδίου τὸν πρώτων βοηθείων, ἐνῷ συγχρόνως ὁ περίβολος τῆς Βουλῆς, ἡ αἴθουσα καὶ οἱ διάδρομοι ἀνεστατώθησαν κυριολεκτικῶς. [283,367,502,471]
paragraph: — Ὅταν δὲν τὸν ἄφησες νὰ μπῇ μέσα τί ἔλεγε ; [1224,749,1450,777]
paragraph: σαν ἐκ τῶν ὄπισθεν, ἐστήριξαν καὶ ἀνήγειραν τὸν τραυματίαν Πρωθυπουργόν. [283,62,502,105]
paragraph: Ὁ τραυματίας εἶχε μεταφερθῇ εἰς τὸν σταθμὸν τῶν πρώτων βοηθειῶν τῆς Βουλῆς. Ὁ κ. Δηλιγιάννης εἶχεν ἐξασθενήσει καὶ ἡ ὀλίγην ὥραν ἔχανεν τὰς αἰσθήσεις του. [518,757,737,830]
paragraph: — Θὰ σᾶς ἀναπαλύψω. Σκοτώστε τοὺς ἐρφωκλῆ πρὸς τὸν λαόν. Ἐπικίνδυνο τὴν πατρίδα. [39,367,267,411]
paragraph: Ὁ κ. ἀνθυπολοχαγὸς μᾶς εἶπεν ὅτι φύλαξε σκοπὸς ἐπάνω εἰς τὰ προπύλαια καὶ εἶδε τὸν δολοφόνον ὅταν ἐπλησίασε. Πέρασε κάμποση ὥρα καὶ εἴδωμε νὰ ἔρχεται εἰς τὴν Βουλὴν ἡ ἁμάξα τοῦ πρωθυπουργοῦ. Τὸ ἐπάτησε ἐπέραστο ὁ κ. Διαλέξας καὶ κατεβήκε μὲ ἀγωνίαν νὰ ἀνοίξῃ τὴν πόρτα τῆς ἁμάξης τοῦ πρωθυπουργοῦ. [989,1238,1207,1389]
paragraph: Καθ᾿ ἣν στιγμὴν ἐγένετο ἡ δολοφονία εἰσῄρχετο κατὰ τὸν προπύλαιον τῆς Βουλῆς εἷς ὁ παραβλητὴς Γ. Πετρόπουλος καὶ Ν. Σακελλάριος. Οὗτοι ἐρωτηθέντες μᾶς διηγήθησαν τὰ ἑξῆς περὶ τοῦ ἐγκλήματος. [989,1147,1207,1236]
paragraph: Τὴν 7.20΄ παρεμέρισαν ὅπως ἀνοιχθῇ ὁ δρόμος τὸ πλῆθος καὶ ὁ νεκρὸς τοποθετημένος ἐπὶ φορείου καὶ καλυμμένος ὑπὸ τῆς σημαίας ἐξῆλθε τοῦ σταθμοῦ κρατούμενος ὑπὸ στρατιωτῶν καὶ τὸν αἰδὲς παρέστησαν πᾶσι. [754,183,972,273]
paragraph: Ἤδη τὰ πάντα ἦσαν ἕτοιμα. Ἡ θύρα [532,2224,724,2237]
paragraph: Ὁ πρωθυπουργὸς ἦτο ψύχραιμος. Ἀκόμη δὲν εἶχεν ἀντιληφθῇ τὴν σοβαρότητα τοῦ τραύματος. [283,245,502,288]
paragraph: Ἀπὸ τὴν οἰκίαν τοῦ ἀρχηγοῦ ὁ Στρατηγὸς τοῦ βασιλέως ἐξῆλθε καὶ τὸ μέρος ἐκεῖνο εὑρέθη ἀκριβῶς κατὰ τὴν διάβασιν τῆς νεκρικῆς ἁμάξης. [754,1402,972,1460]
subheading: Ἡ κατάστασις του [564,661,692,675]
paragraph: Αἱ πληροφορίαι αὐταὶ ἐπείθον πάντας ὅτι ἡ κατάστασις τοῦ τραυματίου ἦτο σοβαρωτάτη. [283,1748,502,1791]
paragraph: Ἐνῷ ἡ ἁμάξα προεχώρει ὁ λαὸς ἐθρήνει καὶ πολλοὶ ἔκλαιον. Πλεῖστοι ἀποκαλύπτοντο εὐλαβῶς καὶ ἐκεῖνο τὸ ἀτυχὲς τέλος ἐθρηνοῦσαν. [754,1157,972,1215]
paragraph: Ὁ θυρωρὸς τῆς Βουλῆς Καλαντζῆς, ὁ ἱστάμενος παρὰ τὴν εἴσοδον τῆς Βουλῆς καὶ ὁ ἐμποδίσας τὴν εἴσοδον τοῦ δολοφόνου, ἐρωτηθεὶς μᾶς διηγήθη τὰ ἑξῆς: [989,2166,1207,2240]
paragraph: Ἐν τῷ μεταξὺ ἔφθανον ἀκολούθως πολλοὶ καὶ ἄλλοι ἰατροὶ διὰ νὰ συνδράμουν τοὺς πρώτους, ὡς οἱ κ.κ. Ρωκιᾶ καὶ Γερουλάνος καὶ ἄλλοι. [283,1916,502,1974]
paragraph: Ὁ κ. Παπαβασιλείου εἰπε καὶ εἰς ἡμᾶς ὅτι δὲν ὑπάρχει πλέον ἐλπίς ἐκ τοῦ βάθους καὶ τοῦ μεγέθους τοῦ τραύματος. Καὶ ἔσπευσε πρὸς τὸν πρωθυπουργὸν, ὁ ὁποῖος μὲ τὰς χεῖρας ἐκείνην τὴν ὥραν εἶχε ἐπιστηρίξει τὸ σῶμά του, καὶ ἐστηρίζετο εἰς τὴν πληγὴν καὶ μὲ τὸ μαχαίρι εἶδε τὸ δέμα. Ὁ κ. Παπαβασιλείου τὸν συνεκράτησεν καὶ μετὰ τοῦ βραχίονος καὶ τὸν ἀνήγειρε μετ᾿ ἄλλων προστρεξάντων βουλευτῶν. Ὁ κ. Παπαβασιλείου εἶδε τὸν δολοφόνον, ἀπαισίαν τὴν μορφήν, μα- [1224,2180,1450,2376]
paragraph: Ἠρώτα κατὰ διαστήματα: «Ἀπέθανα;» Οἱ ἰατροὶ ἐφρόντιζον νὰ τὸν καθησυχάζουν. Ὀπωσδήποτε ἡ κατάστασις ἐξετιμᾶτο ὡς ἀπελπιστικὴ ὑπὸ τῶν ἰατρῶν. [518,833,737,907]
paragraph: Στερεῷ τόνῳ πρὸς τὸν κ. Τσάτσον καθ᾿ ἣν στιγμὴν οὗτος τὸν ἀνήγειρε τοῦ εἶπε: [283,290,502,334]
paragraph: Εἰς τὴν κλίμακα κάτω τοῦ δουλευτηρίου ἵστατο ἀδιάφορος ἕνας ἄνθρωπος μετρίου ἀναστήματος μὲ καρφὶ ἐνδύματα ξεθωριασμένα, μὲ γελοῖον μαῦρον ρεμπούπλικαν, μὲ μαύρην κοινὴν καὶ μύστακα μικρόν. [39,836,267,925]
paragraph: — Τί νὰ κάμω; ἀπήντησεν ὁ κακοῦργος, τί νὰ κάμω, ἀφοῦ κατεστράφην. Ἐγὼ ἔζησα ἀπὸ τὰ χρήματα τῶν πέντε παιδιῶν μου καὶ μοῦ ἀφῄρεσαν τὸν σταθμὸν κόπων τοῦ καπνοκοπτηρίου. Τὸ καρτομαχαίρι τὸ ἐκλείσαν, τὸν πατέρα μου δὲν ἔχω, μοῦ ἀφήσαν τὴν ὁποίαν εἶχον. Τί νὰ κάνω λοιπόν. [518,1439,737,1574]
paragraph: Ἔπειτα ἐγώ. Ἐροθυμήθηκε, φαίνεται, νὰ ἐπιμείνῃ περισσότερο, γιατὶ λιγάκι ἀκόμη ἂν ἐπλησίαζε περισσότερο θὰ τὸν ἔπιανα καὶ θὰ ἔπρεπε νὰ τὸν διώξω. Καὶ ἔτσι τὸν ἐπεὶ ὅτι ἐγὼ τὸν ἔδιωχνα καὶ τὸν ἐπείρασα μὲ πλῆθος μαχαιριὰ ἔφερε μαζί μου. [1224,917,1450,1021]
paragraph: Μετὰ τοῦτο οἱ βουλευταὶ ἔσπευσαν νὰ μάθουν νεωτέρας πληροφορίας περὶ τοῦ τραυματίου. [518,609,737,652]
subheading: Ο ΘΥΡΩΡΟΣ ΚΑΛΑΝΤΖΗΣ [1013,2147,1183,2160]
paragraph: Ὅσοι ἐκ τοῦ πλήθους εἶχον προφθάσῃ νὰ εἰσέλθουν εἰς τὴν Βουλὴν εἶχον καταλάβῃ μιᾷ στιγμῇ τὰ θεωρεῖα καὶ τοὺς διαδρόμους. [518,306,737,365]
paragraph: Μέχρις τῆς στιγμῆς τῶν εἰδήσεων ἐγείροντο πλεῖστοι ἐκ τῶν βουλευτῶν καὶ ἄλλοι ἐπίσημοι καὶ ἐπαναλάμβανον ὅτι δὲν ὑπάρχει πλέον ἐλπίς. [283,1855,502,1913]
column-1 [39,61,274,2201]
paragraph: Συγχρόνως ἔσπευσε ὁ λογίας τοῦ Πρωθυπουργοῦ Βάβης καὶ ἐβοήθησεν, οἱ βουλευταὶ κ. κ. Τσιφικόπης, Παπαβασιλείου, Μαυρομιχάλης καὶ ὁ γραμματεὺς τοῦ ὑπουργείου τῆς Παιδείας Καλόστιος καὶ ἄλλοι βουλευταὶ καὶ ὑπάλληλοι τῆς Βουλῆς καὶ πολῖται, οἱ ὁποῖοι ἐπρόφθασαν ἐγκαίρως. [283,107,502,242]
paragraph: Ὁ Πρωθυπουργὸς κύψας ἐξήρχετο τῆς ἁμάξης φιλομειδὴς βλέπων πρὸς τὸν ἄγνωστον καὶ φέρων τὴν χεῖρα πρὸς τὸν πῖλον του πλὴν ὅπως τὸν χαιρετήσῃ. [39,1641,267,1714]
paragraph: Ἡ ὥρα ἦτο 6,40΄ ὅτε ἐξῆλθε τοῦ σταθμοῦ τῶν πρώτων βοηθειῶν ὁ κ. Διεφάς. [518,1756,737,1799]
paragraph: — Ὁ ἄλλος ποῦ αὐτὸς εἰσιτήριο ; [1238,1203,1412,1215]
paragraph: — Ἦλθε ἐδῶ καὶ μοῦ λέγει· «θέλω νὰ ἰδῶ τὸν Πρόεδρον τῆς Βουλῆς» καὶ ἐγὼ τὸν εἶπα νὰ πάῃ ἀπὸ τὴν ἄλλη θύρα, καὶ αὐτὸς κατῆλθε τὰ σκαλιά. Ὁ Γιαννης ὁ ἀκόλουθος τοῦ Πρωθυπουργοῦ καὶ ὁ ἀστυνόμος ἦλθον ἀπέναντι εἰς τὴν πόρτα καὶ ἐκεῖ ἐστάθη ὁ φονεὺς. Καὶ κατόπιν ὁ Πρόεδρος ἐκατέβη ἀπὸ τὴν ἁμάξα καὶ ἀνέβη τὰ σκαλοπάτια. [989,2242,1207,2377]
paragraph: — Βέβαια ποῦ εἶχε αὐτός. [1238,1217,1374,1230]
subheading: Ἀνέλεος πληροφορία [321,1408,464,1422]
paragraph: Αὐτὸς ὁ μαυρεῖδομος ποὺ λέγει ἐστεκότανε πολλὴν ὥρα κάτω ! Μόνος του ἦτανε ἡ με κανένα ἄλλον; [989,1712,1207,1756]
paragraph: Μετὰ ταῦτα οἱ βουλευταὶ ἀπεχώρησαν καὶ ὁ κ. Ράλλης ἀπευθύνθη πρὸς τὸν κ. Σπ. Δηλιγιάννην καὶ ἐζήτησε νὰ ἀκούσῃ τὰς τελευταίας στιγμὰς καὶ τῆς σημασίας τοῦ τραγικοῦ αὐτοῦ γεγονότος. [989,586,1207,675]
paragraph: Ὁ ἄγνωστος, ἀφ᾿ οὗ ἀνέμεινεν ἐπὶ ἀρκετὴν ὥραν ἀνῆλθε τὴν κλίμακα τοῦ Βουλευτηρίου καὶ ἦλθε νὰ εἰσέλθῃ εἰς τὴν Βουλήν. Ὁ θυρωρὸς δὲν τοῦ ἐπέτρεψε τὴν εἴσοδον. [39,1157,267,1230]
paragraph: Ὁ κ. Θεοτόκης παρέμεινεν εἰς τὴν οἰκίαν τοῦ νεκροῦ 20΄ λεπτὰ τῆς ὥρας, ἀναχωρήσας δὲ ὀλίγον βραδύτερον συνεκινήθη. [989,856,1207,915]
paragraph: Σκοτώστε τον, σκοτώστε τον, ἐφώναζον πολλοὶ βουλευταὶ καὶ οἱ ὑπουργοί, οἱ ὁποῖοι εἶχον ἐξέλθῃ ἀπὸ τῆς αἰθούσης μόλις ὁ λογίας τοῦ πρωθυπουργοῦ ἀνήγγειλε τὸ γεγονὸς εἰς τὸν κ. Μαυρομιχάλην. [283,714,502,803]
paragraph: τοῦ σταθμοῦ ἠνοίχθη καὶ ἀπὸ στιγμῆς εἰς στιγμὴν ἀνεμένετο ἡ ἐκφορά. Ἐκείνην τὴν στιγμὴν κατεβιβάσθη ἀπὸ τοῦ ἀκτίματος τῆς Βουλῆς ἡ σημαία καὶ προσεκομίσθη εἰς τὸν σταθμὸν, διὰ ταύτης δ᾿ ἐκαλύφθη ὁ νεκρὸς ὁλοκλήρως. [754,62,972,181]
paragraph: Ὅταν ἐκκενεῖτο ἡ ἁμάξα μὲ τὸν δολοφόνον ἀπὸ τὴν Βουλὴν, τὸ πλῆθος ἐκινήθη πρὸς τὸ μέρος ἐκεῖνο καὶ ἐφώναζεν ὀργισμένον. [518,1623,737,1681]
paragraph: — Δὲν ἔσταξες πρῶτα, ποὺ ἐβλέπατε, ὅπου ἦτο ἀνάμεσα τῶν ἄλλων ; [1224,1462,1450,1491]
paragraph: Μόλις κατέβηκε ὁ κ. Πρωθυπουργός, θυμήθηκε καλά, καὶ ἦτο τόσο εὔκολο ὅτι κάπως ὡς μικρὸ πληγὴ τοῦ ἐπήγαινε ἡ τοῦ μαχαιριοῦ. Οἱ μὲν παρατηρήσαντες εἶδον βρύσιν αἵματος νὰ τρέχῃ ἀπὸ τὴν κοιλίαν. [989,1499,1207,1603]
paragraph: Ἡ ἁμάξα ἐστάθη πρὸ τῆς οἰκίας τοῦ ἐκλιπόντος ἐν μέσῳ βουλευτῶν καὶ ἄλλων ἐπισήμων. Ἐπήκλη ἐν μέσῳ βαθυτάτης σιγῆς καὶ ἀναθυμιάσεως. [754,1462,972,1521]
paragraph: — Νὰ σοῦ πῶ σὲ αὐτόν τὸν ἄλλον ἐπισκεφθεὶς εἰς ἄλλον τόπον ἦσαν ὅλοι συγγενεῖς ἄλλοι μὲ αὐτὸν εἶναι ἢ πὼς ὅτι ἦταν πολλοὶ εἰς τὴν Βουλὴ καὶ τὸν Κωστογεράκη καθόλου δὲν ἔβλεπα μὲ τὸν κ. Πρωθυπουργόν. [1224,1370,1450,1460]
column-3 [510,61,745,2237]
paragraph: — Ἐξάσαμε τὸν πρῶτον ἄνδρα. [767,1896,933,1908]
paragraph: Ἀπέρωσις καὶ λύπη καὶ κατάπληξις, καὶ τρόμος καὶ ἀπεριγράπτως συνέχισις καὶ σύγχυσις τρομερά, κραυγαὶ καὶ μανίαι ἀπεριγράπτως ἐκεῖ καὶ ἐκεῖ ψιθυρισμοὶ καὶ ἀπειλητικαὶ χειρονομίαι παρουσίαζον ἕνα ἀλλόκοτον πανδαιμόνιον. [283,474,502,578]
paragraph: Αὐτὸς ὁ ὑπουργὸς τῶν Ἐξωτερικῶν κ. Σκουζές, ἱστάμενος εἰς τὴν θύραν, παρεκάλει καὶ ἐμπόδιζε τὴν εἴσοδον, μὴ θέλων κατ᾿ ἀρχὰς οὔτε εἰς τοὺς δημοσιογράφους νὰ ἐπιτρέψῃ ταύτην. [518,183,737,258]
paragraph: Τί λέγουν οἱ σκοποί. — Ἡ ἀναπαράστασις τῆς φονικῆς σκηνῆς [989,1101,1207,1144]
paragraph: — Μὲ ἀπειλοῦσε καὶ μὲ κάθε τρόπο προσπαθοῦσε μὲ ἕναν ἄλλο μαζὶ νὰ μπῇ μέσα. Μοῦ ἔλεγε, ὅτι θὰ μὲ πάρῃ, ὅτι τὸν περιμένουν νὰ τὸν ἰδῶ. Καὶ κατόπιν ἔκαμα τὸ καὶ ἐπέταξα καὶ μοῦ εἶπε πὼς κάτω ἐπὶ τοῦ κήπου ἔχει κάποιον ἐξυπηρετῆσαι καὶ τοῦ εἶπα ὅτι δὲν θὰ μπῇ μέσα, καὶ ἀνῆλθε τοῦ Βουλευτηρίου καὶ περίμενε καὶ ἐπῆγα εἰς τὴν δουλειά μου. [1224,779,1450,915]
paragraph: Μετ᾿ ὀλίγον ἐξῆλθον ἀπὸ τοῦ ἰατρείου τῆς Βουλῆς οἱ πρῶτοι ἰατροί, καὶ εὐθὺς αἱ ἐρωτήσεις ἐπέπεσαν βροχηδόν. [283,1458,502,1516]
paragraph: τοῦ τοῦ Βουλευτηρίου. Μὲ μεγάλην προσπάθειαν τῶν φρουρῶν, τῶν ὑπαλλήλων καὶ αὐτῶν τῶν βουλευτῶν κατωρθώθη νὰ σταματήσῃ ἡ εἴσοδος τῶν χιλιάδων ἀνθρώπων οἱ ὁποῖοι ἐπίλεον πολὺ νὰ παραγκωνίσουν τὸν ἄλλον διὰ νὰ εἰσέλθῃ. [518,62,737,181]
column-2 [274,61,510,2129]
paragraph: — Ὀλίγαι ἐλπίδες ὑπάρχουν. [297,1671,450,1684]
paragraph: Μὲ ταχύτητα ἀπίστευτον ὅλοι οἱ ἔξωθεν τῆς ὁδοῦ Σταδίου εἶχον ὑπερπληρωθῇ κόσμου ἀνθρώπων ἀναμένοντος νὰ ἴδῃ τὴν μεταφερομένην σορόν. Κύριοι καὶ δεσποινίδες ἐπὶ τῶν ἐξωστῶν καὶ ἐν τοῖς παραθύροις ἐπρόσεχον καὶ ἔβλεπον, ἐνῷ ἡ ἁμάξα κινούμενη διήρχετο. [754,913,972,1032]
paragraph: Ὁπισθεν ἀμέσως τῆς ἁμάξης ὁ ἀστυνομικὸς διευθυντὴς ἐπιβαίνων ἐπὶ τῆς ἁμάξης του καὶ τὸ ἀπέναντι αὐτοῦ σημεῖον ὁ κ. Ράλλης καὶ ἄλλοι τινὲς βουλευταὶ ἀκολουθοῦσι πεζῇ. [754,352,972,425]
column-5 [980,61,1215,2377]
paragraph: Τί ἔχεις αὐτὸ ποὺ ἔκαμες, βρὲ ἄνθρωπε; Πῶς σοῦ ἦλθε τέτοια τρομερὰ ἰδέα; [518,1394,737,1437]
paragraph: Ἀλλ᾿ ἦτο ἡ στάσις τῶν τριῶν ἀνθρώπων κατὰ τὴν ἀκριβείαν ἐξέλιξιν τοῦ τρομεροῦ γεγονότος. Τὴν αὐτὴν στιγμὴν εἶδον τινὲς τὸν ἄγνωστον βυθίζοντα τὴν χεῖρα του πρὸς τὴν κοιλίαν τοῦ Πρωθυπουργοῦ. Ἐνόμισαν ὅτι τὸν ἐγγονίζε. Καὶ ἐν τῷ ἅμα κατάληψις ἐπράξεν. Τὸ ἔγκλημα εἶχε συντελεσθῇ πλέον. [39,1794,267,1929]
paragraph: Ὁ κ. Ἀλεξάκης ἐν τῇ ἀπεριγράπτῳ ὀδύνῃ του ἐσυνέζευξε τὸν πολιτικῶν ἀντιπάλων ἔργα καὶ ὑπῆρξεν ὁ ἀπαίσιος δολοφόνος καὶ ἐπίμενε παραδόξως νὰ ἀναγέρῃ ὀνόματα καὶ νὰ τελεσθῇ ἐκδίκησις, μέχρις ὅτου τὰ πραγματικὰ διευκρινήσθησαν καὶ ἐγνώσθη ὁ φόνος τοῦ δολοφόνου καὶ ὁ λόγος τῆς κακουργου πράξεως. [39,413,267,548]
subheading: Ἐντὸς τῆς οἰκίας [804,1738,922,1753]
paragraph: Ὁ λαὸς δὲν ἠδύνατο νὰ ἐννοήσῃ ποῖος ὁ σκοπὸς τοῦ ἐγκλήματος. Ἡ κατάληψις ἦτο γενική. Διατί ὁ δολοφόνος προέβη εἰς τὸ φρικαλέον ἔγκλημα; Ποῖος ὁ σκοπός του; [518,1210,737,1284]
paragraph: Παράδοξος σύμπτωσις, καὶ καινὴ στιγμὴ ὑπῆρξεν ὅτι χθὲς ἐλάχιστοι ἄνθρωποι ἦσαν συγκεντρωμένοι ἔξωθι τοῦ Βουλευτηρίου, ἐν ᾧ συνήθως κατὰ τὰς ὥρας τῆς συνεδριάσεως τῆς Βουλῆς πλεῖστοι φίλοι τοῦ κόμματος συνεκεντροῦντο ἐκεῖ διὰ νὰ συναντήσουν τοὺς βουλευτὰς των διὰ τὰς ὑποθέσεις των. [39,576,267,711]
paragraph: — Μή, παιδιά, μή, διὰ νὰ μάθωμεν ποῖος τὸν ἔστειλε. [283,1203,502,1230]
paragraph: Ἡ θύρα τοῦ δωματίου ἐκλείσθη καὶ εἰς οὐδένα ἐπετράπη ἡ εἴσοδος. Ἐξωθι αὐτοῦ πολλοὶ συγγενεῖς εἶχον συσσωρευθῇ ἐν τῷ διαδρόμῳ τῆς οἰκίας. [989,677,1207,736]
paragraph: Ὁ δολοφόνος ἐτράπη εἰς φυγὴν κατεδιωκόμενος ὑπὸ τοῦ πλήθους καὶ τῶν στρατιωτῶν, τῶν ὁποίων οἱ σπάθαι ἀνεδεικνύονται ἀπειλητικαὶ κατ᾿ αὐτοῦ. [283,607,502,665]
paragraph: — Τί κακὸ ποὺ μᾶς ἦρθε. [767,1910,898,1923]
paragraph: Μετ᾿ ὀλίγον ἡ σημαία ἡ κυματίζουσα ἐπὶ τοῦ Βουλευτηρίου καὶ ἡ σημαία τοῦ σταθμοῦ ἐφάνησαν μεσίστιοι. [518,1832,737,1875]
paragraph: Οὕτως οἱ φρουροὶ στρατιῶται καὶ οἱ ἄλλοι ἐπανέφεραν τὸν δολοφόνον καὶ τὸν ἐκλείσαν εἰς τὸ φυλάκιον τῆς Βουλῆς, ὅπου ἦσαν ἐκεῖ. Καὶ ἐκεῖ ἔπιναν ἀμέσως καὶ μὲ τοῦ ἀρχηγοῦ διάταξιν, κατὰ τὰς διαταγὰς τοῦ Προέδρου τῆς Βουλῆς. [283,1233,502,1338]
paragraph: Ὁ κ. Ράλλης ἔσχε ἀρκετὸν πόνον καὶ οἱ ἄλλοι βουλευταὶ μετ᾿ αὐτοῦ καὶ μερικοὶ συγγενεῖς τοῦ ἐκλιπόντος. [754,1217,972,1262]
paragraph: τὸ αἷμα ἔτρεξε ὁ κ. Τσάτσος καὶ ἐπιασε τὸν κ. Πρωθυπουργόν, ἔπειτα δὲ ἦλθε, ἐπάνω στὴν ἴδια στιγμὴν καὶ ὁ βουλευτὴς κ. Τσιγγάνης, οἱ ὁποῖοι μὲ ἕνα ἄλλο ὑπάλληλο μετέφεραν τὸν κ. Πρωθυπουργὸν στὸ σταθμὸ τῶν Α΄ Βοηθειῶν. [1224,62,1450,166]
paragraph: — Εὐτυχῶς, ἐλπίζομεν, ἀλλ᾿ ἡ ἡλικία του δὲν θὰ τὸν ἀφήσῃ νὰ ἀνθέξῃ. [283,1518,502,1547]
subheading: Ἡ μεταφορὰ τοῦ νεκροῦ [545,1991,710,2006]
section-heading: ΟΛΟΙ ΟΙ ΒΟΥΛΕΥΤΑΙ. Μάλιστα, μάλιστα. [554,572,702,604]
masthead [39,18,1548,54]
subheading: Εἰς τὴν οἰκίαν [812,1529,913,1544]
paragraph: Ὁ ἄγνωστος ἔσπευσε τότε καὶ ἤνοιξε τὴν θυρίδα αὐτός, ἐνῷ συγχρόνως ἔφερε τὴν ἀριστερὰν χεῖρα εἰς τὴν ρεμπουπλίκαν του, ὡς διὰ νὰ ἐκφράσῃ τὸν σεβασμόν του. [39,1564,267,1638]
paragraph: Ἐν τῷ μεταξὺ εἶχε γνωσθῇ ὅτι ἡ κατάστασις τοῦ γηραιοῦ πρωθυπουργοῦ ἦτο τελείως ἀπελπιστική. Τὸ τραῦμα ἦτο βαθὺ καὶ κατευθύνθη ἀκριβῶς τέσσαρα δάκτυλα ἄνωθι τοῦ ὀμφαλοῦ. [518,680,737,754]
article-columns [39,61,1548,2377]
